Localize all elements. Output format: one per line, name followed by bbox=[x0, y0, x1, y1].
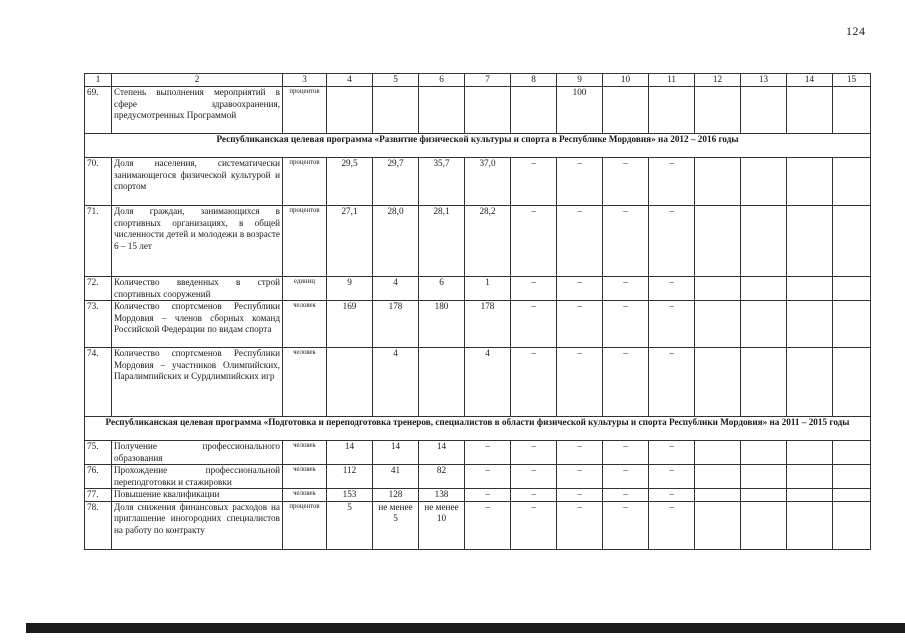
table-row bbox=[85, 301, 871, 348]
value-cell: – bbox=[649, 441, 695, 465]
value-cell: 28,1 bbox=[419, 206, 465, 277]
value-cell bbox=[327, 87, 373, 134]
unit-of-measure: процентов bbox=[283, 158, 327, 206]
value-cell: – bbox=[511, 465, 557, 489]
value-cell: 180 bbox=[419, 301, 465, 348]
value-cell: 153 bbox=[327, 489, 373, 502]
value-cell bbox=[833, 277, 871, 301]
value-cell bbox=[787, 465, 833, 489]
value-cell: не менее 10 bbox=[419, 501, 465, 549]
column-number: 12 bbox=[695, 74, 741, 87]
value-cell: 178 bbox=[465, 301, 511, 348]
value-cell bbox=[787, 206, 833, 277]
value-cell: 4 bbox=[465, 348, 511, 417]
value-cell bbox=[833, 301, 871, 348]
section-title: Республиканская целевая программа «Развитие физической культуры и спорта в Республике Мордовия» на 2012 – 2016 годы bbox=[85, 134, 871, 158]
value-cell: 128 bbox=[373, 489, 419, 502]
value-cell: – bbox=[603, 277, 649, 301]
value-cell: – bbox=[511, 348, 557, 417]
value-cell: – bbox=[603, 206, 649, 277]
value-cell: – bbox=[603, 465, 649, 489]
table-row bbox=[85, 206, 871, 277]
value-cell bbox=[373, 87, 419, 134]
column-number: 11 bbox=[649, 74, 695, 87]
column-number: 5 bbox=[373, 74, 419, 87]
value-cell bbox=[787, 441, 833, 465]
value-cell: 5 bbox=[327, 501, 373, 549]
column-number: 13 bbox=[741, 74, 787, 87]
value-cell bbox=[695, 158, 741, 206]
section-heading-row bbox=[85, 134, 871, 158]
table-row bbox=[85, 277, 871, 301]
unit-of-measure: процентов bbox=[283, 501, 327, 549]
indicator-name: Прохождение профессиональной переподготовки и стажировки bbox=[112, 465, 283, 489]
table-row bbox=[85, 158, 871, 206]
value-cell: 112 bbox=[327, 465, 373, 489]
indicator-name: Количество спортсменов Республики Мордовия – членов сборных команд Российской Федерации по видам спорта bbox=[112, 301, 283, 348]
value-cell bbox=[741, 206, 787, 277]
value-cell: – bbox=[557, 489, 603, 502]
value-cell bbox=[695, 206, 741, 277]
column-number-row bbox=[85, 74, 871, 87]
value-cell bbox=[741, 441, 787, 465]
value-cell: – bbox=[603, 489, 649, 502]
value-cell bbox=[741, 489, 787, 502]
value-cell: – bbox=[557, 206, 603, 277]
row-number: 78. bbox=[85, 501, 112, 549]
column-number: 9 bbox=[557, 74, 603, 87]
row-number: 70. bbox=[85, 158, 112, 206]
value-cell bbox=[833, 465, 871, 489]
indicator-name: Получение профессионального образования bbox=[112, 441, 283, 465]
value-cell: 29,5 bbox=[327, 158, 373, 206]
value-cell: не менее 5 bbox=[373, 501, 419, 549]
value-cell: 178 bbox=[373, 301, 419, 348]
table-row bbox=[85, 501, 871, 549]
indicator-name: Степень выполнения мероприятий в сфере здравоохранения, предусмотренных Программой bbox=[112, 87, 283, 134]
value-cell bbox=[327, 348, 373, 417]
value-cell: – bbox=[649, 501, 695, 549]
page-number: 124 bbox=[846, 24, 866, 38]
value-cell bbox=[787, 348, 833, 417]
value-cell: – bbox=[557, 158, 603, 206]
value-cell bbox=[695, 87, 741, 134]
unit-of-measure: человек bbox=[283, 465, 327, 489]
value-cell bbox=[465, 87, 511, 134]
column-number: 6 bbox=[419, 74, 465, 87]
row-number: 71. bbox=[85, 206, 112, 277]
value-cell bbox=[649, 87, 695, 134]
indicator-name: Количество введенных в строй спортивных сооружений bbox=[112, 277, 283, 301]
row-number: 74. bbox=[85, 348, 112, 417]
value-cell: – bbox=[465, 465, 511, 489]
value-cell: 1 bbox=[465, 277, 511, 301]
value-cell bbox=[741, 277, 787, 301]
value-cell bbox=[833, 348, 871, 417]
value-cell bbox=[695, 348, 741, 417]
value-cell: – bbox=[511, 158, 557, 206]
value-cell bbox=[833, 441, 871, 465]
value-cell bbox=[787, 501, 833, 549]
value-cell bbox=[695, 465, 741, 489]
value-cell: 37,0 bbox=[465, 158, 511, 206]
value-cell: 6 bbox=[419, 277, 465, 301]
value-cell: – bbox=[557, 348, 603, 417]
value-cell: 14 bbox=[419, 441, 465, 465]
indicator-name: Доля населения, систематически занимающегося физической культурой и спортом bbox=[112, 158, 283, 206]
unit-of-measure: процентов bbox=[283, 206, 327, 277]
value-cell bbox=[787, 489, 833, 502]
column-number: 15 bbox=[833, 74, 871, 87]
value-cell bbox=[741, 465, 787, 489]
table-row bbox=[85, 465, 871, 489]
value-cell bbox=[695, 489, 741, 502]
value-cell: – bbox=[603, 301, 649, 348]
value-cell: 100 bbox=[557, 87, 603, 134]
row-number: 69. bbox=[85, 87, 112, 134]
column-number: 10 bbox=[603, 74, 649, 87]
value-cell: – bbox=[511, 277, 557, 301]
value-cell bbox=[741, 87, 787, 134]
value-cell: 41 bbox=[373, 465, 419, 489]
row-number: 77. bbox=[85, 489, 112, 502]
value-cell: – bbox=[649, 348, 695, 417]
value-cell: 14 bbox=[373, 441, 419, 465]
value-cell: – bbox=[557, 465, 603, 489]
value-cell: – bbox=[649, 465, 695, 489]
column-number: 1 bbox=[85, 74, 112, 87]
row-number: 72. bbox=[85, 277, 112, 301]
value-cell: – bbox=[557, 441, 603, 465]
value-cell bbox=[695, 277, 741, 301]
value-cell: 27,1 bbox=[327, 206, 373, 277]
value-cell bbox=[787, 277, 833, 301]
value-cell: – bbox=[649, 206, 695, 277]
table-row bbox=[85, 489, 871, 502]
value-cell: – bbox=[603, 501, 649, 549]
value-cell bbox=[833, 158, 871, 206]
table-row bbox=[85, 87, 871, 134]
scan-bottom-edge bbox=[26, 623, 905, 633]
value-cell: 29,7 bbox=[373, 158, 419, 206]
value-cell: – bbox=[511, 489, 557, 502]
row-number: 73. bbox=[85, 301, 112, 348]
value-cell: – bbox=[465, 441, 511, 465]
value-cell: 28,2 bbox=[465, 206, 511, 277]
unit-of-measure: человек bbox=[283, 489, 327, 502]
value-cell bbox=[833, 206, 871, 277]
unit-of-measure: человек bbox=[283, 301, 327, 348]
value-cell bbox=[833, 87, 871, 134]
value-cell: 82 bbox=[419, 465, 465, 489]
value-cell: – bbox=[511, 206, 557, 277]
value-cell: – bbox=[603, 158, 649, 206]
value-cell bbox=[741, 301, 787, 348]
value-cell: – bbox=[511, 501, 557, 549]
value-cell: 169 bbox=[327, 301, 373, 348]
indicator-name: Доля граждан, занимающихся в спортивных организациях, в общей численности детей и молодежи в возрасте 6 – 15 лет bbox=[112, 206, 283, 277]
indicator-name: Доля снижения финансовых расходов на приглашение иногородних специалистов на работу по контракту bbox=[112, 501, 283, 549]
table-row bbox=[85, 348, 871, 417]
value-cell bbox=[741, 348, 787, 417]
value-cell bbox=[787, 158, 833, 206]
value-cell: – bbox=[557, 277, 603, 301]
row-number: 76. bbox=[85, 465, 112, 489]
value-cell: – bbox=[511, 441, 557, 465]
value-cell bbox=[833, 501, 871, 549]
value-cell bbox=[787, 87, 833, 134]
value-cell: – bbox=[649, 301, 695, 348]
unit-of-measure: человек bbox=[283, 348, 327, 417]
row-number: 75. bbox=[85, 441, 112, 465]
value-cell: – bbox=[649, 277, 695, 301]
value-cell: – bbox=[557, 501, 603, 549]
column-number: 2 bbox=[112, 74, 283, 87]
value-cell bbox=[741, 158, 787, 206]
value-cell: – bbox=[649, 489, 695, 502]
column-number: 14 bbox=[787, 74, 833, 87]
column-number: 7 bbox=[465, 74, 511, 87]
value-cell bbox=[419, 87, 465, 134]
value-cell: 4 bbox=[373, 277, 419, 301]
value-cell: 4 bbox=[373, 348, 419, 417]
value-cell bbox=[833, 489, 871, 502]
section-title: Республиканская целевая программа «Подготовка и переподготовка тренеров, специалистов в области физической культуры и спорта Республики Мордовия» на 2011 – 2015 годы bbox=[85, 417, 871, 441]
value-cell: – bbox=[603, 348, 649, 417]
column-number: 4 bbox=[327, 74, 373, 87]
value-cell bbox=[787, 301, 833, 348]
unit-of-measure: единиц bbox=[283, 277, 327, 301]
indicators-table bbox=[84, 73, 871, 550]
value-cell: – bbox=[511, 301, 557, 348]
value-cell bbox=[695, 301, 741, 348]
value-cell: – bbox=[649, 158, 695, 206]
value-cell bbox=[511, 87, 557, 134]
value-cell bbox=[419, 348, 465, 417]
indicator-name: Повышение квалификации bbox=[112, 489, 283, 502]
section-heading-row bbox=[85, 417, 871, 441]
value-cell: – bbox=[465, 501, 511, 549]
value-cell: 138 bbox=[419, 489, 465, 502]
unit-of-measure: процентов bbox=[283, 87, 327, 134]
column-number: 8 bbox=[511, 74, 557, 87]
table-row bbox=[85, 441, 871, 465]
value-cell: 9 bbox=[327, 277, 373, 301]
value-cell: – bbox=[465, 489, 511, 502]
value-cell bbox=[695, 441, 741, 465]
value-cell bbox=[741, 501, 787, 549]
indicator-name: Количество спортсменов Республики Мордовия – участников Олимпийских, Паралимпийских и Сурдлимпийских игр bbox=[112, 348, 283, 417]
value-cell: 35,7 bbox=[419, 158, 465, 206]
value-cell: 14 bbox=[327, 441, 373, 465]
value-cell bbox=[603, 87, 649, 134]
value-cell: – bbox=[603, 441, 649, 465]
value-cell: 28,0 bbox=[373, 206, 419, 277]
value-cell: – bbox=[557, 301, 603, 348]
value-cell bbox=[695, 501, 741, 549]
column-number: 3 bbox=[283, 74, 327, 87]
unit-of-measure: человек bbox=[283, 441, 327, 465]
